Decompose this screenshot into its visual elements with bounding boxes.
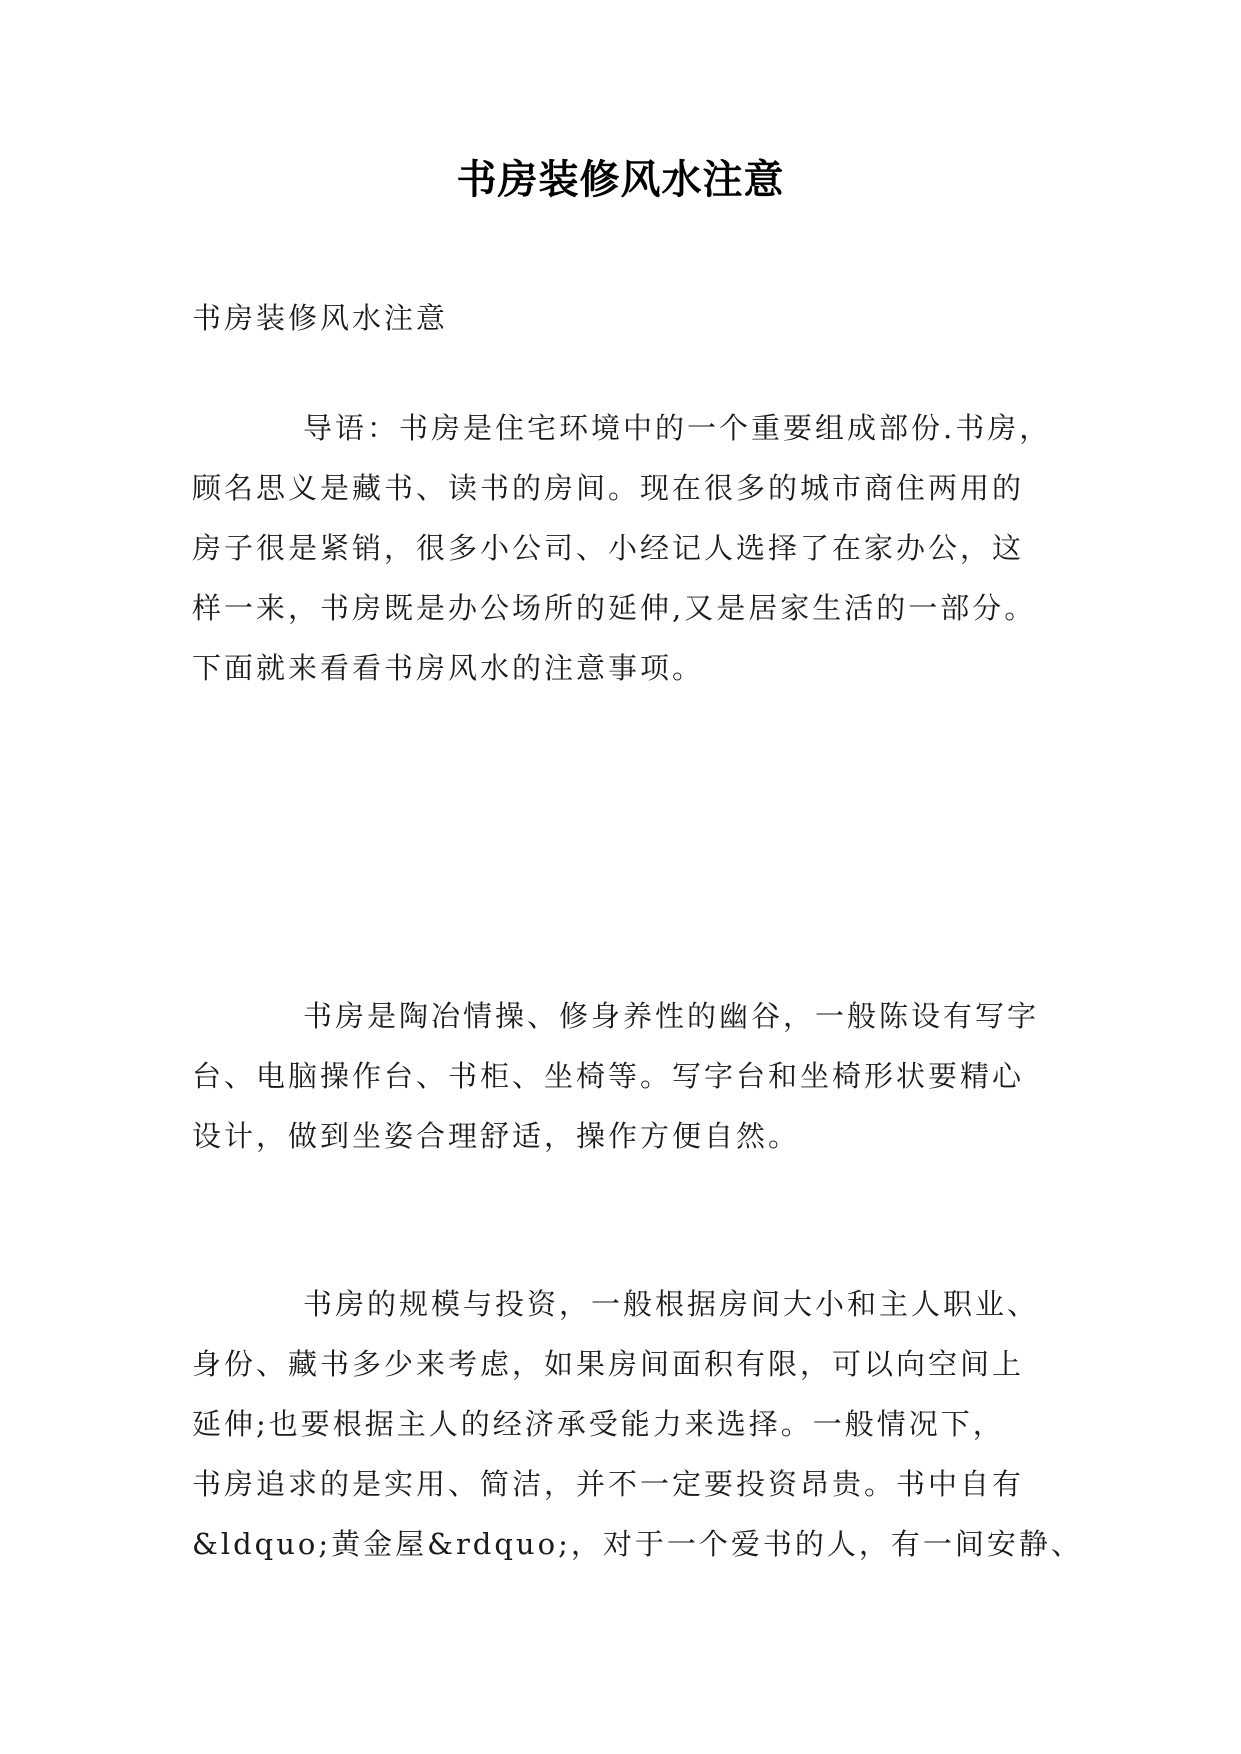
paragraph-line: 身份、藏书多少来考虑，如果房间面积有限，可以向空间上 xyxy=(192,1347,1025,1381)
paragraph-line: 台、电脑操作台、书柜、坐椅等。写字台和坐椅形状要精心 xyxy=(192,1059,1025,1093)
paragraph-line: 延伸;也要根据主人的经济承受能力来选择。一般情况下， xyxy=(192,1407,1005,1441)
paragraph-line: 书房的规模与投资，一般根据房间大小和主人职业、 xyxy=(303,1287,1040,1321)
paragraph-line: 书房是陶冶情操、修身养性的幽谷，一般陈设有写字 xyxy=(303,999,1040,1033)
paragraph-line: 书房追求的是实用、简洁，并不一定要投资昂贵。书中自有 xyxy=(192,1467,1025,1501)
paragraph-line: 样一来，书房既是办公场所的延伸,又是居家生活的一部分。 xyxy=(192,591,1037,625)
paragraph-line: 顾名思义是藏书、读书的房间。现在很多的城市商住两用的 xyxy=(192,471,1025,505)
paragraph-line: 房子很是紧销，很多小公司、小经记人选择了在家办公，这 xyxy=(192,531,1025,565)
paragraph-line: 导语：书房是住宅环境中的一个重要组成部份.书房， xyxy=(303,411,1052,445)
document-title: 书房装修风水注意 xyxy=(456,157,785,203)
document-subtitle: 书房装修风水注意 xyxy=(192,301,449,335)
paragraph-line: 下面就来看看书房风水的注意事项。 xyxy=(192,651,705,685)
paragraph-line: 设计，做到坐姿合理舒适，操作方便自然。 xyxy=(192,1119,801,1153)
paragraph-line: &ldquo;黄金屋&rdquo;，对于一个爱书的人，有一间安静、 xyxy=(192,1527,1083,1561)
